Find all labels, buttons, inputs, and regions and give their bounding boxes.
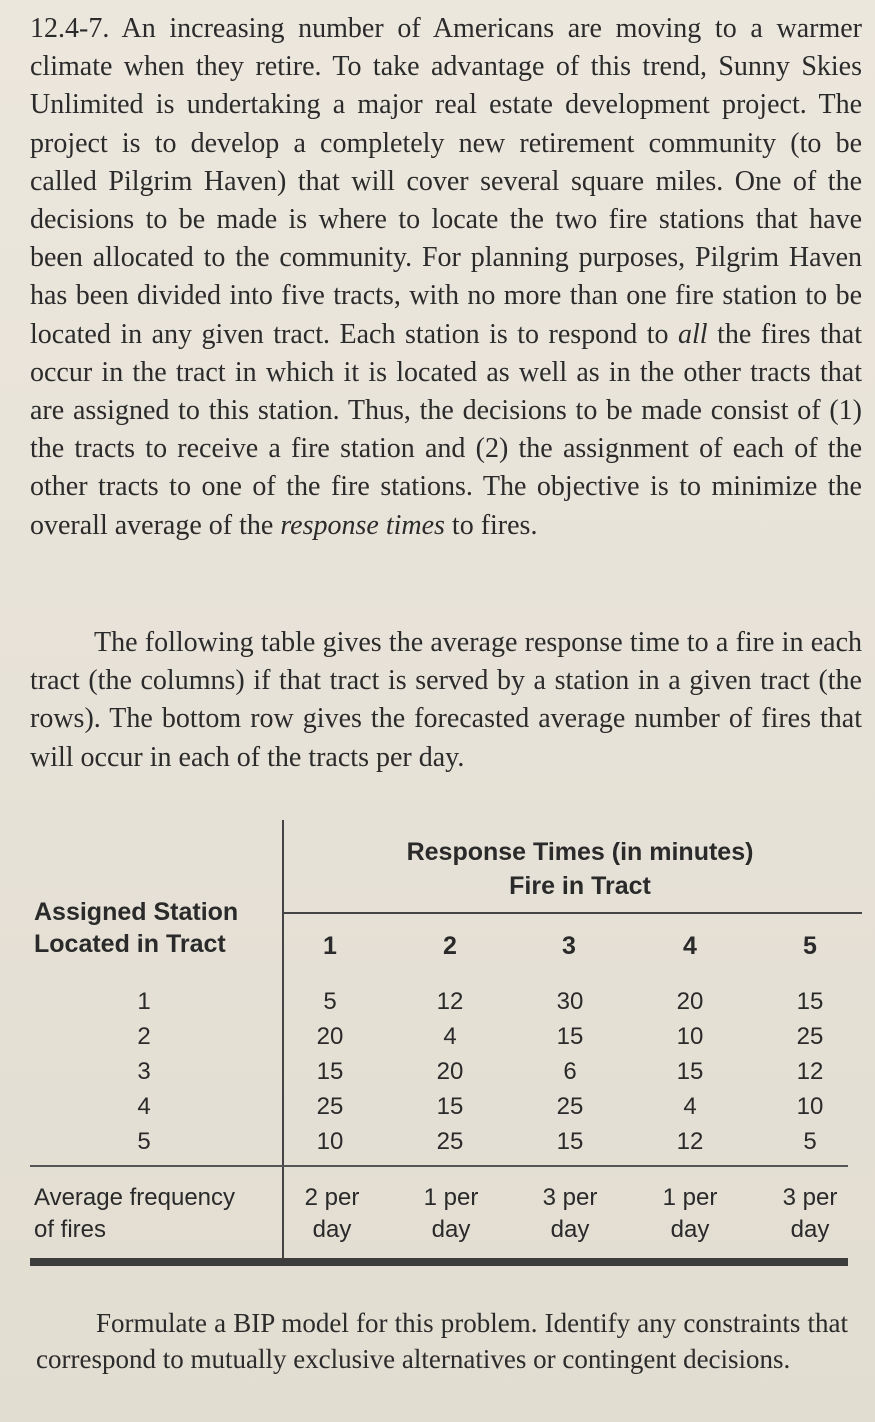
frequency-cell-5	[770, 1182, 850, 1246]
frequency-cell-3	[530, 1182, 610, 1246]
table-cell: 15	[796, 988, 824, 1015]
column-header-2: 2	[443, 932, 457, 960]
table-mid-rule	[30, 1165, 848, 1167]
problem-paragraph-2: The following table gives the average response time to a fire in each tract (the columns) if that tract is served by a station in a given tract (the rows). The bottom row gives the forecasted average number of fires that will occur in each of the tracts per day.	[30, 627, 862, 773]
table-bottom-rule	[30, 1258, 848, 1266]
column-header-5: 5	[803, 932, 817, 960]
table-cell: 12	[676, 1128, 704, 1155]
p1-emphasis-response-times: response times	[280, 509, 445, 541]
frequency-cell-2	[411, 1182, 491, 1246]
frequency-row-label	[34, 1182, 235, 1246]
response-time-table	[30, 820, 850, 1270]
table-cell: 15	[676, 1058, 704, 1085]
table-cell: 4	[443, 1023, 457, 1050]
frequency-value: 3 per	[542, 1184, 598, 1211]
frequency-unit: day	[670, 1216, 710, 1243]
table-cell: 20	[676, 988, 704, 1015]
table-cell: 30	[556, 988, 584, 1015]
table-cell: 10	[316, 1128, 344, 1155]
frequency-value: 2 per	[304, 1184, 360, 1211]
frequency-value: 3 per	[782, 1184, 838, 1211]
p1-text-3: to fires.	[451, 509, 538, 541]
frequency-cell-1	[292, 1182, 372, 1246]
table-header-rule	[282, 912, 862, 914]
table-cell: 20	[316, 1023, 344, 1050]
table-cell: 10	[676, 1023, 704, 1050]
p1-emphasis-all: all	[678, 318, 708, 350]
column-header-4: 4	[683, 932, 697, 960]
p1-text: An increasing number of Americans are moving to a warmer climate when they retire. To take advantage of this trend, Sunny Skies Unlimited is undertaking a major real estate development project. The project is to develop a completely new retirement community (to be called Pilgrim Haven) that will cover several square miles. One of the decisions to be made is where to locate the two fire stations that have been allocated to the community. For planning purposes, Pilgrim Haven has been divided into five tracts, with no more than one fire station to be located in any given tract. Each station is to respond to	[30, 13, 862, 350]
row-label-1: 1	[137, 988, 151, 1015]
p1-text-2: the fires that occur in the tract in which it is located as well as in the other tracts that are assigned to this station. Thus, the decisions to be made consist of (1) the tracts to receive a fire station and (2) the assignment of each of the other tracts to one of the fire stations. The objective is to minimize the overall average of the	[30, 318, 863, 541]
problem-paragraph-1	[30, 10, 862, 545]
table-cell: 6	[563, 1058, 577, 1085]
frequency-label-line-2: of fires	[34, 1216, 107, 1243]
table-cell: 15	[556, 1023, 584, 1050]
frequency-unit: day	[550, 1216, 590, 1243]
frequency-value: 1 per	[423, 1184, 479, 1211]
table-cell: 10	[796, 1093, 824, 1120]
table-header-sub: Fire in Tract	[509, 872, 651, 900]
table-header-main: Response Times (in minutes)	[406, 838, 754, 866]
table-cell: 15	[316, 1058, 344, 1085]
frequency-unit: day	[312, 1216, 352, 1243]
row-label-3: 3	[137, 1058, 151, 1085]
table-cell: 25	[316, 1093, 344, 1120]
problem-number: 12.4-7.	[30, 13, 110, 44]
frequency-value: 1 per	[662, 1184, 718, 1211]
table-cell: 20	[436, 1058, 464, 1085]
frequency-unit: day	[431, 1216, 471, 1243]
table-stub-line-2: Located in Tract	[34, 930, 226, 958]
table-cell: 25	[796, 1023, 824, 1050]
row-label-5: 5	[137, 1128, 151, 1155]
row-label-2: 2	[137, 1023, 151, 1050]
frequency-unit: day	[790, 1216, 830, 1243]
frequency-cell-4	[650, 1182, 730, 1246]
problem-paragraph-3: Formulate a BIP model for this problem. Identify any constraints that correspond to mutually exclusive alternatives or contingent decisions.	[36, 1308, 848, 1374]
table-vertical-rule	[282, 820, 284, 1260]
table-cell: 25	[556, 1093, 584, 1120]
column-header-3: 3	[562, 932, 576, 960]
table-cell: 5	[323, 988, 337, 1015]
table-cell: 5	[803, 1128, 817, 1155]
row-label-4: 4	[137, 1093, 151, 1120]
table-cell: 15	[556, 1128, 584, 1155]
table-cell: 15	[436, 1093, 464, 1120]
table-cell: 12	[436, 988, 464, 1015]
table-stub-line-1: Assigned Station	[34, 898, 239, 926]
column-header-1: 1	[323, 932, 337, 960]
frequency-label-line-1: Average frequency	[34, 1184, 236, 1211]
table-cell: 25	[436, 1128, 464, 1155]
table-cell: 4	[683, 1093, 697, 1120]
table-cell: 12	[796, 1058, 824, 1085]
